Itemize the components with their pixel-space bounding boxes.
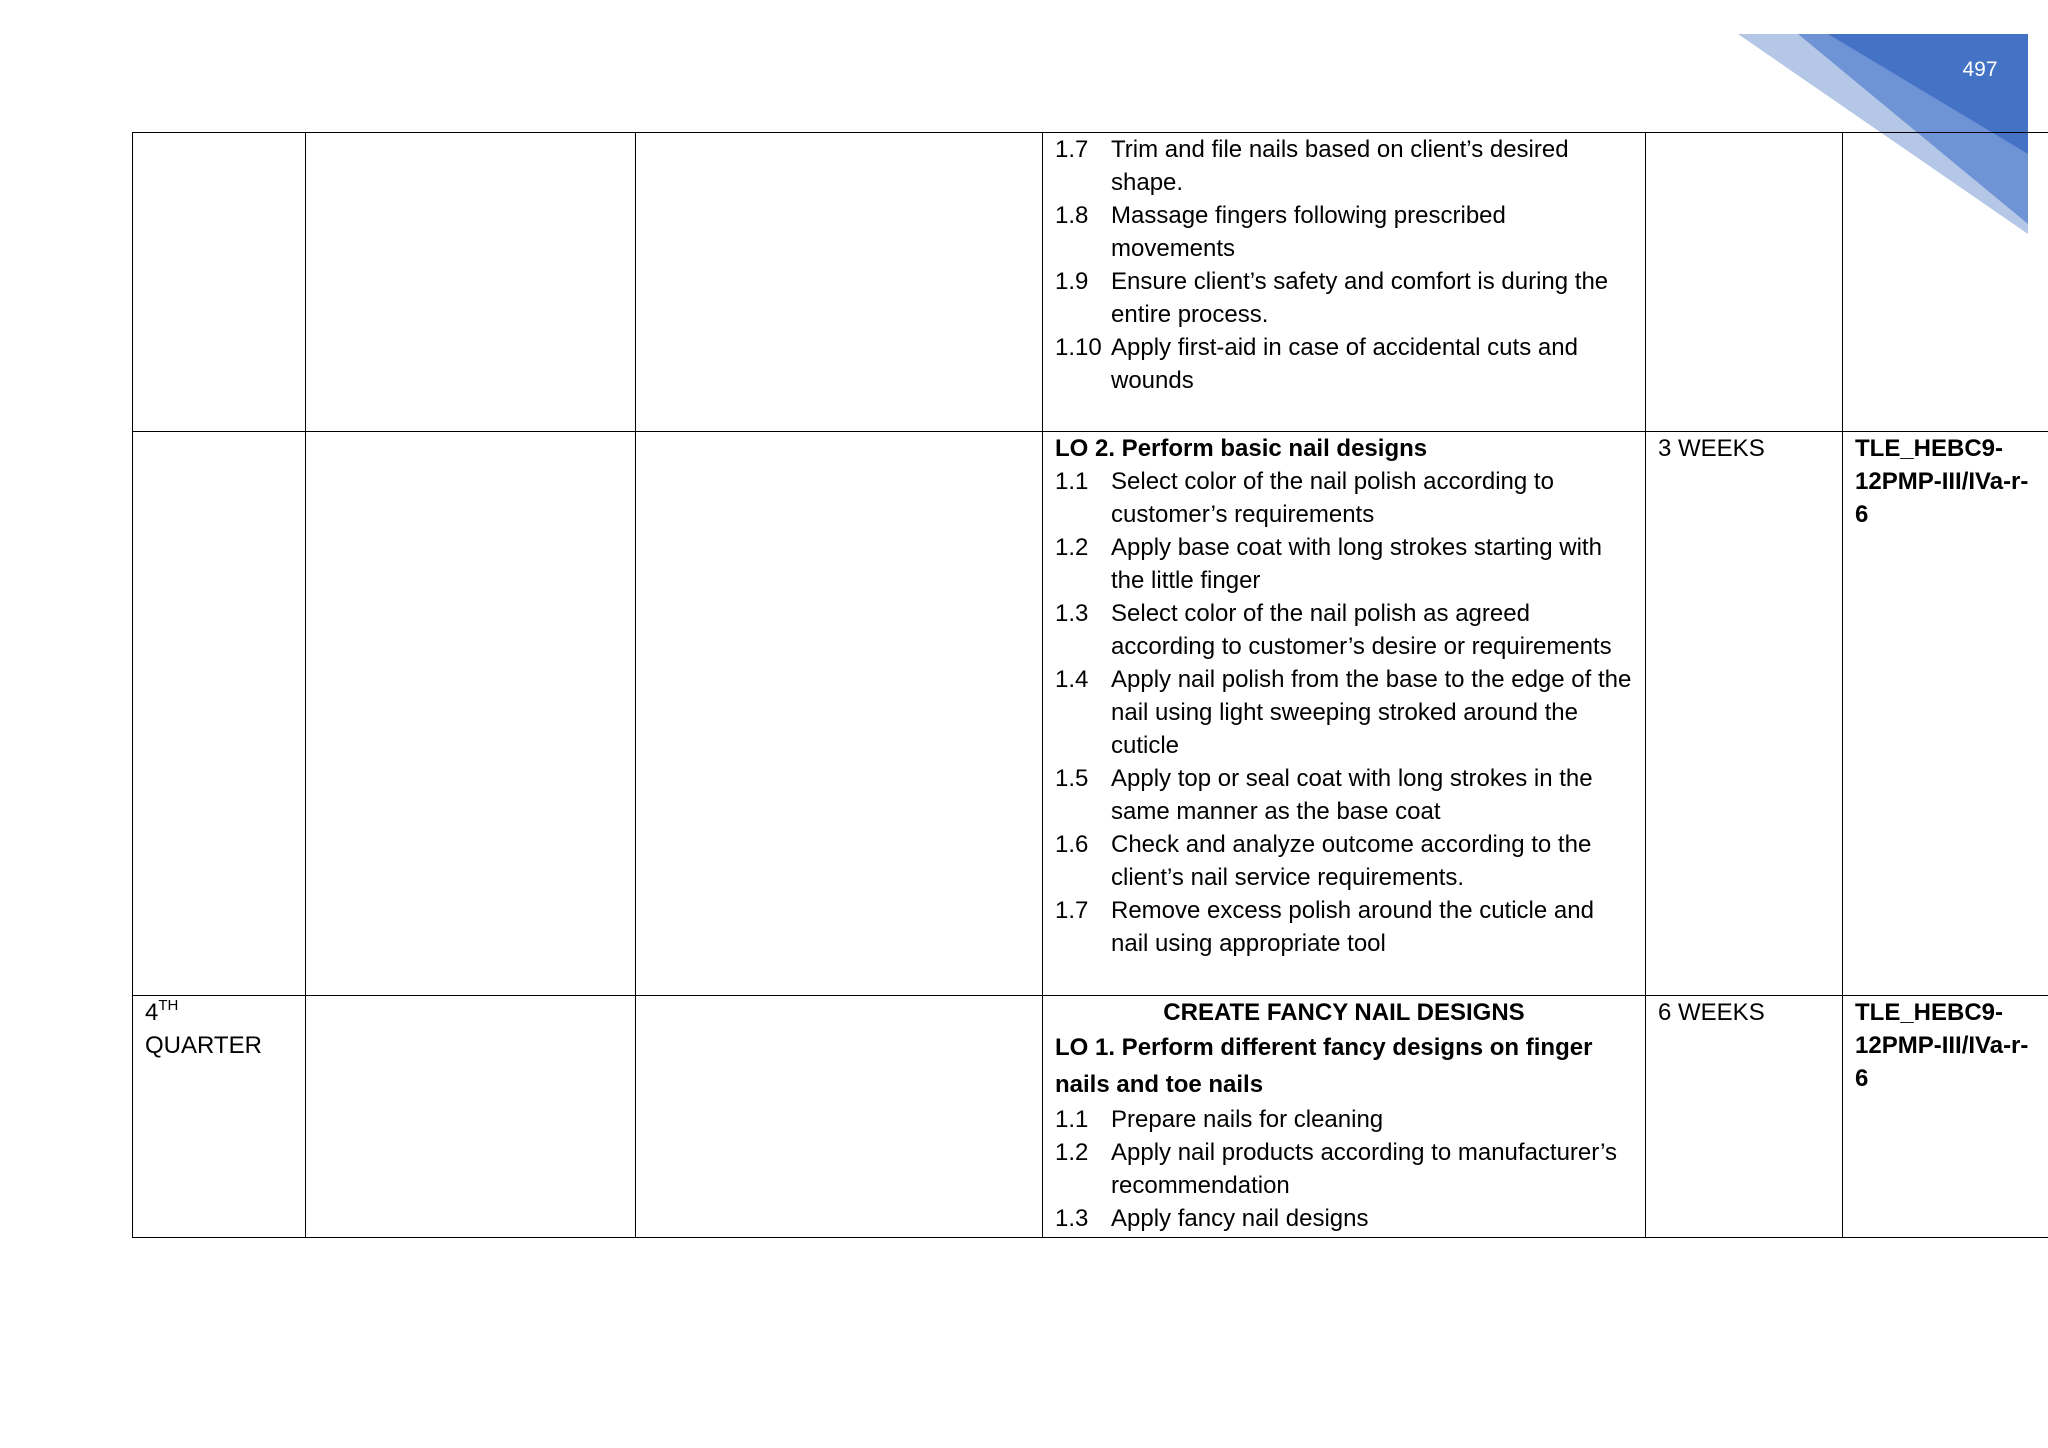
content-cell — [306, 996, 636, 1238]
item-text: Massage fingers following prescribed movements — [1111, 202, 1506, 262]
quarter-label: QUARTER — [145, 1032, 262, 1059]
item-number: 1.1 — [1055, 468, 1089, 495]
code-cell: TLE_HEBC9-12PMP-III/IVa-r-6 — [1843, 432, 2048, 996]
competency-cell — [1043, 432, 1646, 996]
item-text: Apply first-aid in case of accidental cuts and wounds — [1111, 334, 1578, 394]
standard-cell — [636, 133, 1043, 432]
lo-heading: LO 1. Perform different fancy designs on finger nails and toe nails — [1055, 1034, 1593, 1098]
item-text: Check and analyze outcome according to the client’s nail service requirements. — [1111, 831, 1592, 891]
duration-cell — [1646, 133, 1843, 432]
code-cell — [1843, 133, 2048, 432]
competency-cell — [1043, 133, 1646, 432]
item-number: 1.8 — [1055, 202, 1089, 229]
item-text: Remove excess polish around the cuticle and nail using appropriate tool — [1111, 897, 1594, 957]
list-item — [1055, 1136, 1633, 1202]
quarter-cell — [133, 133, 306, 432]
duration-cell: 3 WEEKS — [1646, 432, 1843, 996]
item-number: 1.3 — [1055, 600, 1089, 627]
item-text: Select color of the nail polish according to customer’s requirements — [1111, 468, 1554, 528]
list-item — [1055, 1103, 1633, 1136]
item-text: Apply nail products according to manufacturer’s recommendation — [1111, 1139, 1618, 1199]
list-item — [1055, 265, 1633, 331]
item-text: Select color of the nail polish as agreed according to customer’s desire or requirements — [1111, 600, 1612, 660]
duration-cell: 6 WEEKS — [1646, 996, 1843, 1238]
item-number: 1.2 — [1055, 534, 1089, 561]
item-text: Apply fancy nail designs — [1111, 1205, 1369, 1232]
list-item — [1055, 531, 1633, 597]
item-number: 1.2 — [1055, 1139, 1089, 1166]
table-row — [133, 432, 2048, 996]
table-row — [133, 996, 2048, 1238]
item-text: Prepare nails for cleaning — [1111, 1106, 1384, 1133]
item-number: 1.9 — [1055, 268, 1089, 295]
list-item — [1055, 894, 1633, 960]
content-cell — [306, 133, 636, 432]
item-number: 1.6 — [1055, 831, 1089, 858]
module-title: CREATE FANCY NAIL DESIGNS — [1163, 999, 1525, 1026]
item-text: Apply base coat with long strokes starting with the little finger — [1111, 534, 1602, 594]
list-item — [1055, 199, 1633, 265]
table-row — [133, 133, 2048, 432]
list-item — [1055, 133, 1633, 199]
page-number: 497 — [1962, 58, 1998, 81]
quarter-suffix: TH — [158, 997, 179, 1014]
competency-cell — [1043, 996, 1646, 1238]
item-number: 1.4 — [1055, 666, 1089, 693]
item-text: Ensure client’s safety and comfort is during the entire process. — [1111, 268, 1609, 328]
list-item — [1055, 597, 1633, 663]
list-item — [1055, 762, 1633, 828]
item-number: 1.3 — [1055, 1205, 1089, 1232]
quarter-cell — [133, 996, 306, 1238]
list-item — [1055, 331, 1633, 397]
list-item — [1055, 828, 1633, 894]
standard-cell — [636, 432, 1043, 996]
item-number: 1.1 — [1055, 1106, 1089, 1133]
item-number: 1.5 — [1055, 765, 1089, 792]
quarter-number: 4 — [145, 999, 159, 1026]
item-number: 1.10 — [1055, 334, 1102, 361]
item-text: Apply top or seal coat with long strokes in the same manner as the base coat — [1111, 765, 1593, 825]
standard-cell — [636, 996, 1043, 1238]
lo-heading: LO 2. Perform basic nail designs — [1055, 435, 1428, 462]
item-number: 1.7 — [1055, 136, 1089, 163]
item-text: Apply nail polish from the base to the edge of the nail using light sweeping stroked around the cuticle — [1111, 666, 1632, 759]
code-cell: TLE_HEBC9-12PMP-III/IVa-r-6 — [1843, 996, 2048, 1238]
curriculum-table — [132, 132, 2048, 1238]
content-cell — [306, 432, 636, 996]
item-text: Trim and file nails based on client’s desired shape. — [1111, 136, 1569, 196]
quarter-cell — [133, 432, 306, 996]
item-number: 1.7 — [1055, 897, 1089, 924]
list-item — [1055, 1202, 1633, 1235]
list-item — [1055, 465, 1633, 531]
list-item — [1055, 663, 1633, 762]
